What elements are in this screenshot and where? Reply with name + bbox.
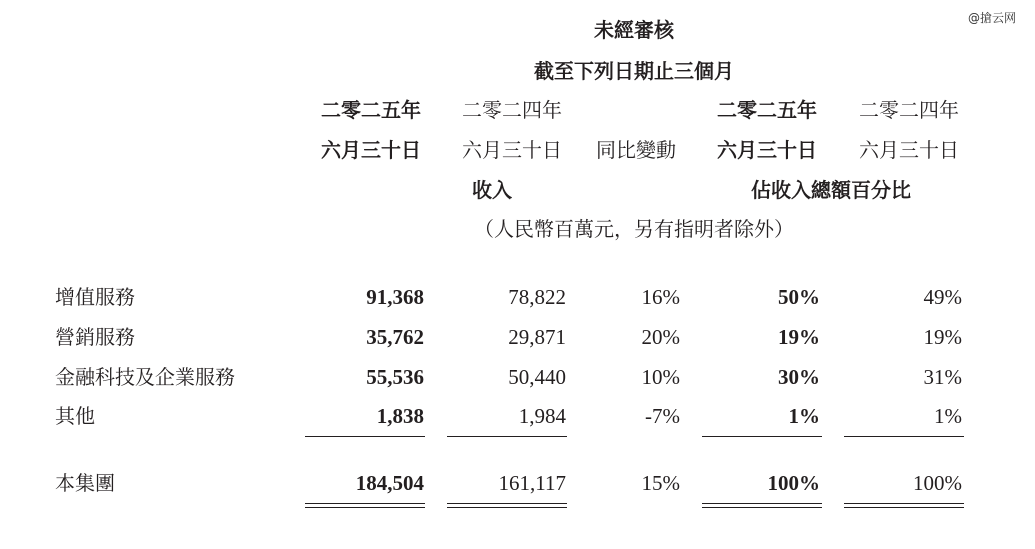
col-rev-2024-date: 六月三十日 [462,138,562,162]
total-double-rule [702,503,822,504]
row-pct-2025: 1% [788,404,820,428]
row-rev-2024: 29,871 [508,325,566,349]
row-label: 增值服務 [55,285,135,309]
subtotal-rule [702,436,822,437]
total-double-rule [844,503,964,504]
total-rev-2025: 184,504 [355,471,424,495]
row-rev-2025: 91,368 [366,285,424,309]
row-rev-2025: 55,536 [366,365,424,389]
watermark-text: @搶云网 [968,11,1017,25]
pct-group-heading: 佔收入總額百分比 [751,178,911,202]
total-pct-2025: 100% [767,471,820,495]
row-yoy: 10% [641,365,680,389]
total-yoy: 15% [641,471,680,495]
row-label: 營銷服務 [55,325,135,349]
total-double-rule [305,507,425,508]
total-label: 本集團 [55,471,115,495]
period-heading: 截至下列日期止三個月 [534,59,734,83]
total-pct-2024: 100% [913,471,962,495]
row-rev-2024: 1,984 [518,404,566,428]
row-pct-2024: 19% [923,325,962,349]
row-rev-2024: 78,822 [508,285,566,309]
col-rev-2025-year: 二零二五年 [321,98,421,122]
row-pct-2025: 19% [778,325,820,349]
row-pct-2024: 1% [934,404,962,428]
audit-status-heading: 未經審核 [594,18,674,42]
row-yoy: -7% [645,404,680,428]
row-yoy: 20% [641,325,680,349]
row-pct-2024: 49% [923,285,962,309]
col-pct-2024-year: 二零二四年 [859,98,959,122]
total-double-rule [702,507,822,508]
total-rev-2024: 161,117 [498,471,566,495]
row-pct-2024: 31% [923,365,962,389]
subtotal-rule [447,436,567,437]
total-double-rule [305,503,425,504]
col-rev-2024-year: 二零二四年 [462,98,562,122]
col-pct-2025-date: 六月三十日 [717,138,817,162]
total-double-rule [447,507,567,508]
row-yoy: 16% [641,285,680,309]
row-rev-2025: 1,838 [376,404,424,428]
row-label: 其他 [55,404,95,428]
subtotal-rule [305,436,425,437]
unit-note: （人民幣百萬元，另有指明者除外） [474,217,794,241]
col-pct-2025-year: 二零二五年 [717,98,817,122]
row-label: 金融科技及企業服務 [55,365,235,389]
col-rev-2025-date: 六月三十日 [321,138,421,162]
row-rev-2025: 35,762 [366,325,424,349]
col-pct-2024-date: 六月三十日 [859,138,959,162]
revenue-group-heading: 收入 [472,178,512,202]
total-double-rule [447,503,567,504]
total-double-rule [844,507,964,508]
row-pct-2025: 50% [778,285,820,309]
subtotal-rule [844,436,964,437]
row-pct-2025: 30% [778,365,820,389]
row-rev-2024: 50,440 [508,365,566,389]
col-yoy-heading: 同比變動 [596,138,676,162]
